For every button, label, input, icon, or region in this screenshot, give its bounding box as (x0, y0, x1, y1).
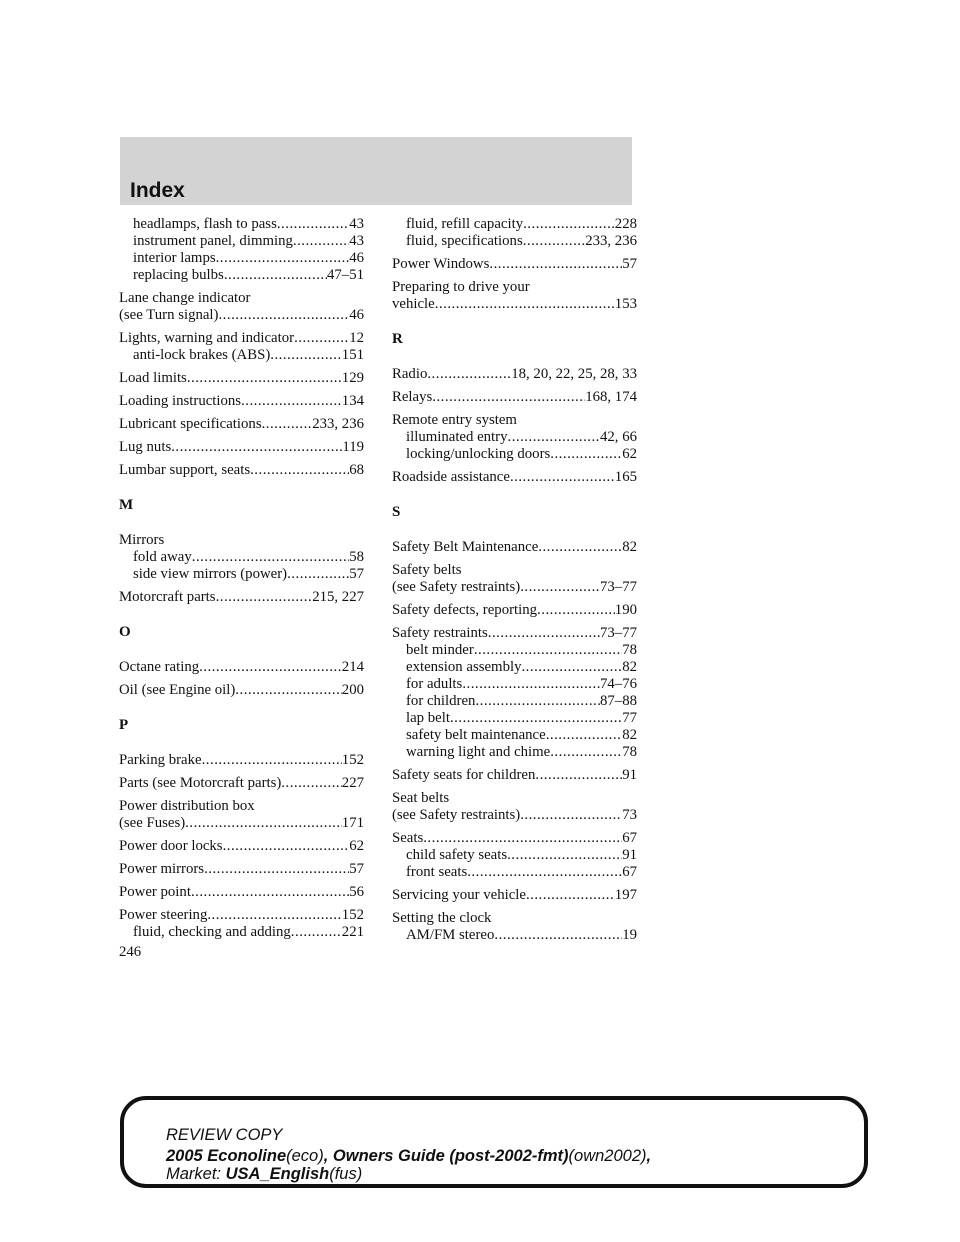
entry-page-ref: 91 (622, 767, 637, 783)
entry-page-ref: 82 (622, 727, 637, 743)
entry-text: replacing bulbs (133, 267, 224, 283)
index-main-entry (119, 462, 364, 479)
entry-page-ref: 82 (622, 659, 637, 675)
index-subentry (119, 216, 364, 233)
index-entry (392, 830, 637, 881)
entry-text: Radio (392, 366, 428, 382)
index-subentry (119, 250, 364, 267)
separator: , (323, 1147, 333, 1165)
dot-leader (537, 602, 615, 619)
index-main-entry (392, 296, 637, 313)
index-entry (119, 861, 364, 878)
index-entry (119, 838, 364, 855)
entry-text: (see Safety restraints) (392, 807, 521, 823)
dot-leader (207, 907, 341, 924)
entry-text: Parking brake (119, 752, 202, 768)
index-subentry (392, 847, 637, 864)
entry-page-ref: 12 (349, 330, 364, 346)
index-main-entry (119, 861, 364, 878)
entry-text: for adults (406, 676, 463, 692)
entry-page-ref: 82 (622, 539, 637, 555)
entry-text: safety belt maintenance (406, 727, 546, 743)
index-main-entry (119, 838, 364, 855)
entry-page-ref: 57 (622, 256, 637, 272)
index-entry (119, 462, 364, 479)
entry-page-ref: 47–51 (327, 267, 364, 283)
index-subentry (392, 676, 637, 693)
entry-text: Servicing your vehicle (392, 887, 526, 903)
dot-leader (523, 216, 615, 233)
index-main-entry (119, 330, 364, 347)
dot-leader (474, 642, 622, 659)
index-entry (392, 625, 637, 761)
index-heading: Lane change indicator (119, 290, 251, 306)
dot-leader (489, 256, 622, 273)
dot-leader (432, 389, 585, 406)
entry-page-ref: 73–77 (600, 625, 637, 641)
market-label: Market: (166, 1165, 226, 1183)
entry-page-ref: 215, 227 (312, 589, 364, 605)
entry-text: (see Turn signal) (119, 307, 219, 323)
entry-text: belt minder (406, 642, 474, 658)
index-entry (119, 439, 364, 456)
dot-leader (462, 676, 600, 693)
entry-page-ref: 73–77 (600, 579, 637, 595)
index-entry (392, 256, 637, 273)
dot-leader (520, 579, 600, 596)
entry-text: Power point (119, 884, 191, 900)
entry-text: (see Safety restraints) (392, 579, 521, 595)
entry-text: Power Windows (392, 256, 490, 272)
entry-text: Safety Belt Maintenance (392, 539, 539, 555)
index-main-entry (392, 366, 637, 383)
entry-text: fluid, checking and adding (133, 924, 291, 940)
entry-text: illuminated entry (406, 429, 508, 445)
index-entry (392, 216, 637, 250)
entry-page-ref: 233, 236 (312, 416, 364, 432)
model-name: 2005 Econoline (166, 1147, 287, 1165)
entry-page-ref: 43 (349, 216, 364, 232)
entry-page-ref: 165 (614, 469, 637, 485)
index-entry (392, 767, 637, 784)
entry-page-ref: 87–88 (600, 693, 637, 709)
index-subentry (119, 233, 364, 250)
entry-page-ref: 200 (341, 682, 364, 698)
dot-leader (171, 439, 342, 456)
guide-name: Owners Guide (post-2002-fmt) (332, 1147, 569, 1165)
index-entry (392, 412, 637, 463)
page-title: Index (130, 179, 185, 202)
dot-leader (520, 807, 622, 824)
index-main-entry (119, 416, 364, 433)
entry-text: for children (406, 693, 476, 709)
dot-leader (202, 752, 342, 769)
dot-leader (550, 744, 622, 761)
dot-leader (546, 727, 623, 744)
index-entry (119, 330, 364, 364)
index-entry (119, 907, 364, 941)
index-entry (119, 884, 364, 901)
entry-page-ref: 74–76 (600, 676, 637, 692)
separator: , (646, 1147, 652, 1165)
dot-leader (191, 884, 349, 901)
index-entry (119, 659, 364, 676)
index-entry (119, 752, 364, 769)
entry-text: Seats (392, 830, 424, 846)
index-subentry (392, 233, 637, 250)
dot-leader (294, 330, 349, 347)
dot-leader (241, 393, 342, 410)
index-main-entry (119, 370, 364, 387)
dot-leader (235, 682, 342, 699)
index-entry (392, 469, 637, 486)
index-subentry (119, 549, 364, 566)
entry-page-ref: 46 (349, 307, 364, 323)
entry-page-ref: 43 (349, 233, 364, 249)
dot-leader (538, 539, 622, 556)
index-main-entry (392, 887, 637, 904)
entry-page-ref: 214 (341, 659, 364, 675)
entry-page-ref: 62 (349, 838, 364, 854)
index-column-left (119, 216, 364, 947)
entry-page-ref: 67 (622, 864, 637, 880)
dot-leader (475, 693, 600, 710)
entry-page-ref: 56 (349, 884, 364, 900)
entry-text: child safety seats (406, 847, 508, 863)
entry-page-ref: 58 (349, 549, 364, 565)
index-subentry (392, 744, 637, 761)
entry-page-ref: 221 (341, 924, 364, 940)
index-entry (392, 910, 637, 944)
index-entry (392, 602, 637, 619)
index-main-entry (392, 579, 637, 596)
dot-leader (216, 589, 313, 606)
review-copy-model-line (166, 1147, 651, 1166)
index-main-entry (392, 256, 637, 273)
dot-leader (507, 847, 622, 864)
index-subentry (392, 927, 637, 944)
dot-leader (223, 838, 350, 855)
index-main-entry (119, 775, 364, 792)
index-heading: Preparing to drive your (392, 279, 530, 295)
entry-page-ref: 153 (614, 296, 637, 312)
index-entry (392, 279, 637, 313)
entry-text: fold away (133, 549, 192, 565)
entry-text: Parts (see Motorcraft parts) (119, 775, 282, 791)
entry-text: Lights, warning and indicator (119, 330, 295, 346)
dot-leader (510, 469, 615, 486)
entry-text: Load limits (119, 370, 187, 386)
entry-page-ref: 68 (349, 462, 364, 478)
index-section-letter: O (119, 624, 131, 640)
index-section-letter: P (119, 717, 129, 733)
index-heading: Mirrors (119, 532, 165, 548)
entry-page-ref: 78 (622, 642, 637, 658)
model-code: (eco) (286, 1147, 324, 1165)
dot-leader (423, 830, 622, 847)
index-main-entry (392, 469, 637, 486)
index-entry (392, 366, 637, 383)
index-section-letter: S (392, 504, 401, 520)
entry-page-ref: 134 (341, 393, 364, 409)
entry-text: Lug nuts (119, 439, 172, 455)
dot-leader (204, 861, 349, 878)
entry-page-ref: 67 (622, 830, 637, 846)
dot-leader (523, 233, 586, 250)
index-entry (119, 775, 364, 792)
index-subentry (392, 659, 637, 676)
index-main-entry (119, 307, 364, 324)
entry-page-ref: 227 (341, 775, 364, 791)
dot-leader (192, 549, 349, 566)
dot-leader (291, 924, 342, 941)
entry-page-ref: 78 (622, 744, 637, 760)
entry-text: Safety seats for children (392, 767, 536, 783)
entry-page-ref: 129 (341, 370, 364, 386)
index-main-entry (392, 389, 637, 406)
index-main-entry (392, 807, 637, 824)
index-main-entry (392, 830, 637, 847)
index-section-letter: M (119, 497, 134, 513)
index-entry (119, 216, 364, 284)
entry-page-ref: 57 (349, 566, 364, 582)
entry-text: Motorcraft parts (119, 589, 216, 605)
index-entry (119, 798, 364, 832)
entry-text: Lumbar support, seats (119, 462, 251, 478)
index-subentry (392, 216, 637, 233)
entry-text: front seats (406, 864, 468, 880)
dot-leader (277, 216, 349, 233)
index-entry (119, 589, 364, 606)
index-heading: Remote entry system (392, 412, 517, 428)
index-entry (119, 393, 364, 410)
guide-code: (own2002) (568, 1147, 647, 1165)
index-entry (392, 562, 637, 596)
dot-leader (262, 416, 313, 433)
index-main-entry (119, 589, 364, 606)
index-main-entry (119, 907, 364, 924)
dot-leader (450, 710, 622, 727)
dot-leader (218, 307, 349, 324)
entry-text: (see Fuses) (119, 815, 186, 831)
entry-text: Octane rating (119, 659, 200, 675)
index-main-entry (392, 539, 637, 556)
dot-leader (550, 446, 622, 463)
entry-text: warning light and chime (406, 744, 551, 760)
entry-text: locking/unlocking doors (406, 446, 551, 462)
dot-leader (521, 659, 622, 676)
entry-page-ref: 190 (614, 602, 637, 618)
entry-page-ref: 197 (614, 887, 637, 903)
dot-leader (216, 250, 350, 267)
dot-leader (494, 927, 622, 944)
entry-text: Power door locks (119, 838, 223, 854)
entry-text: instrument panel, dimming (133, 233, 293, 249)
index-subentry (119, 347, 364, 364)
dot-leader (287, 566, 349, 583)
dot-leader (281, 775, 342, 792)
dot-leader (185, 815, 342, 832)
index-subentry (392, 693, 637, 710)
dot-leader (427, 366, 511, 383)
entry-page-ref: 171 (341, 815, 364, 831)
entry-page-ref: 233, 236 (585, 233, 637, 249)
entry-text: AM/FM stereo (406, 927, 495, 943)
page-number: 246 (119, 944, 142, 960)
index-entry (119, 682, 364, 699)
dot-leader (187, 370, 342, 387)
dot-leader (435, 296, 615, 313)
dot-leader (293, 233, 349, 250)
index-entry (392, 887, 637, 904)
entry-page-ref: 73 (622, 807, 637, 823)
entry-text: anti-lock brakes (ABS) (133, 347, 271, 363)
entry-text: Relays (392, 389, 433, 405)
index-entry (119, 290, 364, 324)
entry-text: fluid, specifications (406, 233, 523, 249)
entry-text: lap belt (406, 710, 450, 726)
entry-page-ref: 19 (622, 927, 637, 943)
index-heading: Power distribution box (119, 798, 255, 814)
entry-page-ref: 168, 174 (585, 389, 637, 405)
index-main-entry (119, 682, 364, 699)
entry-page-ref: 42, 66 (600, 429, 637, 445)
index-subentry (119, 924, 364, 941)
entry-page-ref: 46 (349, 250, 364, 266)
dot-leader (467, 864, 622, 881)
entry-text: Roadside assistance (392, 469, 510, 485)
index-main-entry (119, 884, 364, 901)
index-main-entry (119, 439, 364, 456)
entry-page-ref: 62 (622, 446, 637, 462)
index-entry (119, 532, 364, 583)
index-entry (119, 416, 364, 433)
index-heading: Setting the clock (392, 910, 492, 926)
entry-page-ref: 57 (349, 861, 364, 877)
index-main-entry (119, 659, 364, 676)
index-subentry (392, 429, 637, 446)
index-heading: Seat belts (392, 790, 450, 806)
entry-text: fluid, refill capacity (406, 216, 524, 232)
entry-text: vehicle (392, 296, 435, 312)
header-band (120, 137, 632, 205)
dot-leader (199, 659, 342, 676)
entry-page-ref: 77 (622, 710, 637, 726)
index-main-entry (392, 625, 637, 642)
entry-page-ref: 119 (342, 439, 364, 455)
index-column-right (392, 216, 637, 950)
entry-text: Safety restraints (392, 625, 488, 641)
entry-page-ref: 18, 20, 22, 25, 28, 33 (511, 366, 637, 382)
index-subentry (119, 566, 364, 583)
entry-page-ref: 152 (341, 907, 364, 923)
dot-leader (535, 767, 622, 784)
entry-text: extension assembly (406, 659, 522, 675)
market-name: USA_English (225, 1165, 330, 1183)
index-entry (392, 539, 637, 556)
index-entry (392, 790, 637, 824)
entry-text: Loading instructions (119, 393, 242, 409)
dot-leader (526, 887, 615, 904)
dot-leader (224, 267, 327, 284)
index-subentry (119, 267, 364, 284)
index-main-entry (392, 602, 637, 619)
index-subentry (392, 710, 637, 727)
review-copy-market-line (166, 1165, 362, 1184)
index-subentry (392, 642, 637, 659)
entry-text: headlamps, flash to pass (133, 216, 277, 232)
entry-text: side view mirrors (power) (133, 566, 288, 582)
entry-page-ref: 152 (341, 752, 364, 768)
index-main-entry (119, 393, 364, 410)
index-subentry (392, 864, 637, 881)
index-main-entry (392, 767, 637, 784)
index-subentry (392, 446, 637, 463)
index-subentry (392, 727, 637, 744)
entry-text: Power steering (119, 907, 208, 923)
entry-text: interior lamps (133, 250, 216, 266)
dot-leader (508, 429, 601, 446)
entry-text: Safety defects, reporting (392, 602, 538, 618)
dot-leader (270, 347, 342, 364)
entry-page-ref: 91 (622, 847, 637, 863)
dot-leader (250, 462, 349, 479)
market-code: (fus) (329, 1165, 363, 1183)
entry-page-ref: 228 (614, 216, 637, 232)
entry-text: Oil (see Engine oil) (119, 682, 236, 698)
review-copy-label: REVIEW COPY (166, 1126, 283, 1144)
index-entry (119, 370, 364, 387)
entry-page-ref: 151 (341, 347, 364, 363)
index-section-letter: R (392, 331, 403, 347)
dot-leader (488, 625, 600, 642)
entry-text: Power mirrors (119, 861, 205, 877)
index-main-entry (119, 815, 364, 832)
index-main-entry (119, 752, 364, 769)
entry-text: Lubricant specifications (119, 416, 262, 432)
index-heading: Safety belts (392, 562, 462, 578)
index-entry (392, 389, 637, 406)
